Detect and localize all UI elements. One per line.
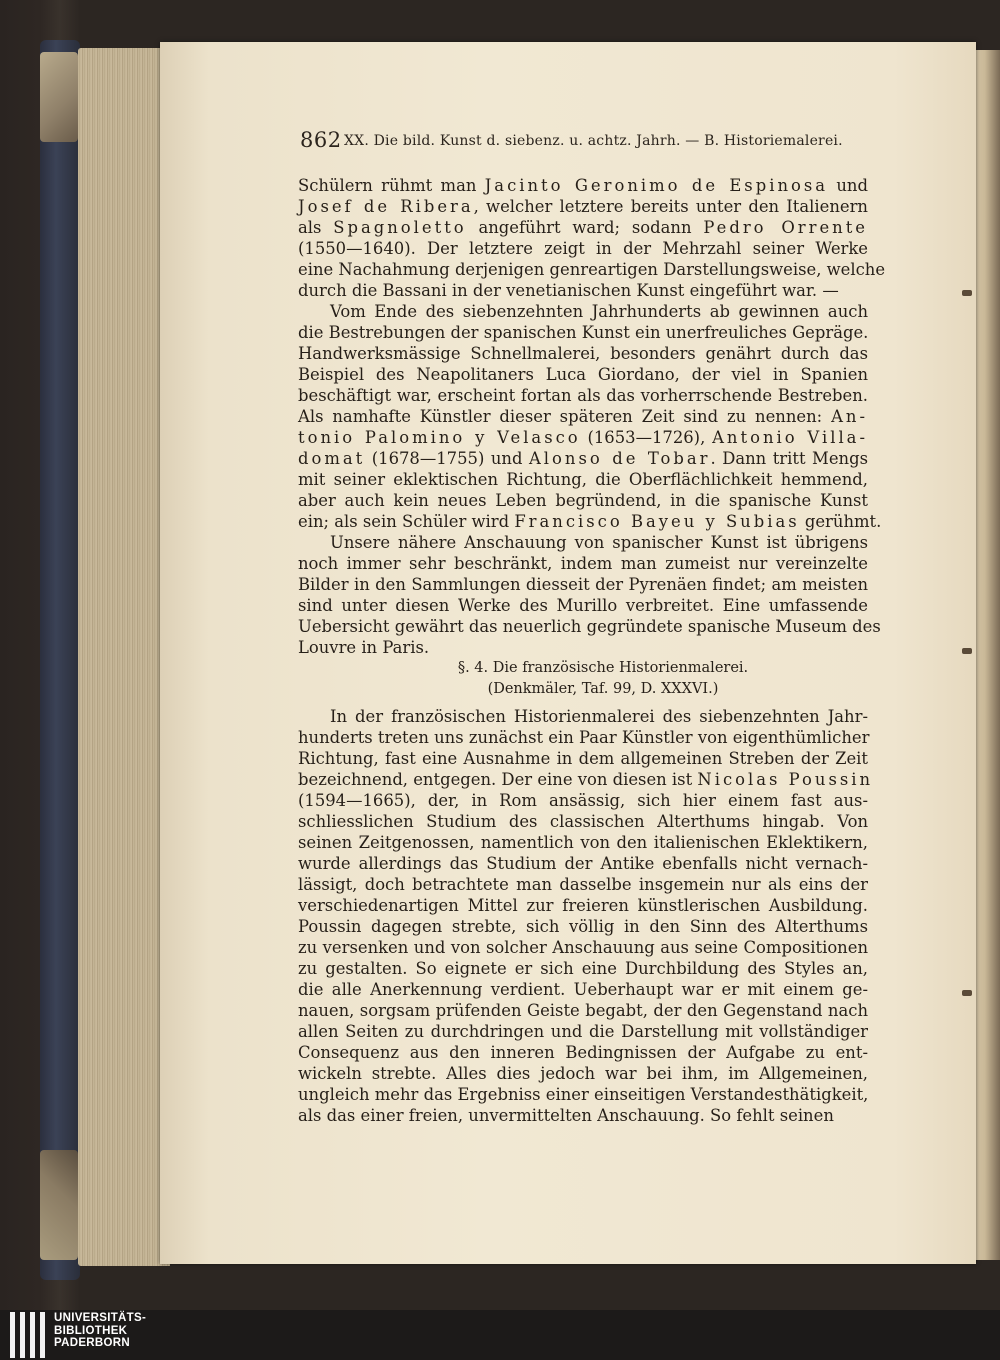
spaced-name: Jacinto Geronimo de Espinosa	[484, 176, 829, 195]
text-line	[298, 490, 868, 511]
text-line	[298, 748, 868, 769]
text-segment: Handwerksmässige Schnellmalerei, besonders genährt durch das	[298, 344, 868, 363]
text-segment: ungleich mehr das Ergebniss einer einseitigen Verstandesthätigkeit,	[298, 1085, 869, 1104]
text-line	[298, 343, 868, 364]
text-segment: wurde allerdings das Studium der Antike ebenfalls nicht vernach-	[298, 854, 868, 873]
text-segment: lässigt, doch betrachtete man dasselbe insgemein nur als eins der	[298, 875, 868, 894]
text-line	[298, 427, 868, 448]
text-line	[298, 874, 868, 895]
text-line	[298, 385, 868, 406]
text-segment: (1550—1640). Der letztere zeigt in der Mehrzahl seiner Werke	[298, 239, 868, 258]
text-segment: die Bestrebungen der spanischen Kunst ein unerfreuliches Gepräge.	[298, 323, 869, 342]
text-segment: die alle Anerkennung verdient. Ueberhaupt war er mit einem ge-	[298, 980, 868, 999]
text-segment: nauen, sorgsam prüfenden Geiste begabt, der den Gegenstand nach	[298, 1001, 868, 1020]
section-title: §. 4. Die französische Historienmalerei.	[457, 660, 749, 676]
spaced-name: Spagnoletto	[333, 218, 467, 237]
library-name-line: BIBLIOTHEK	[54, 1324, 128, 1337]
text-segment: Unsere nähere Anschauung von spanischer Kunst ist übrigens	[330, 533, 868, 552]
text-line	[298, 811, 868, 832]
text-segment: Consequenz aus den inneren Bedingnissen der Aufgabe zu ent-	[298, 1043, 868, 1062]
text-segment: . Dann tritt Mengs	[710, 449, 868, 468]
text-line	[298, 175, 868, 196]
library-name-line: UNIVERSITÄTS-	[54, 1312, 147, 1324]
page-tab-mark	[962, 990, 972, 996]
text-segment: und	[828, 176, 868, 195]
text-line	[298, 958, 868, 979]
text-segment: angeführt ward; sodann	[466, 218, 704, 237]
text-line	[298, 1000, 868, 1021]
text-line	[298, 1021, 868, 1042]
spaced-name: domat	[298, 449, 366, 468]
spaced-name: tonio Palomino y Velasco	[298, 428, 581, 447]
text-segment: beschäftigt war, erscheint fortan als das vorherrschende Bestreben.	[298, 386, 868, 405]
text-segment: Uebersicht gewährt das neuerlich gegründete spanische Museum des	[298, 617, 881, 636]
text-segment: aber auch kein neues Leben begründend, in die spanische Kunst	[298, 491, 868, 510]
text-line	[298, 832, 868, 853]
text-segment: Bilder in den Sammlungen diesseit der Pyrenäen findet; am meisten	[298, 575, 868, 594]
text-segment: Als namhafte Künstler dieser späteren Zeit sind zu nennen:	[298, 407, 832, 426]
library-name-line: PADERBORN	[54, 1337, 130, 1349]
text-segment: als das einer freien, unvermittelten Anschauung. So fehlt seinen	[298, 1106, 834, 1125]
footer-bar	[0, 1310, 1000, 1360]
text-line	[298, 637, 868, 658]
text-segment: bezeichnend, entgegen. Der eine von diesen ist	[298, 770, 698, 789]
text-line	[298, 595, 868, 616]
text-segment: seinen Zeitgenossen, namentlich von den italienischen Eklektikern,	[298, 833, 868, 852]
page-header	[300, 128, 843, 154]
spaced-name: An-	[831, 407, 868, 426]
text-line	[298, 979, 868, 1000]
body-text	[298, 175, 886, 1126]
spaced-name: Nicolas Poussin	[697, 770, 874, 789]
text-segment: Schülern rühmt man	[298, 176, 485, 195]
text-line	[298, 616, 881, 637]
running-head: XX. Die bild. Kunst d. siebenz. u. achtz. Jahrh. — B. Historiemalerei.	[344, 133, 843, 149]
text-segment: Louvre in Paris.	[298, 638, 430, 657]
text-line	[298, 574, 868, 595]
text-segment: allen Seiten zu durchdringen und die Darstellung mit vollständiger	[298, 1022, 868, 1041]
text-segment: durch die Bassani in der venetianischen Kunst eingeführt war. —	[298, 281, 839, 300]
text-line	[298, 406, 868, 427]
text-line	[298, 937, 868, 958]
text-line	[298, 532, 868, 553]
text-line	[298, 790, 868, 811]
text-segment: Richtung, fast eine Ausnahme in dem allgemeinen Streben der Zeit	[298, 749, 868, 768]
text-line	[298, 916, 868, 937]
text-line	[298, 196, 868, 217]
text-segment: sind unter diesen Werke des Murillo verbreitet. Eine umfassende	[298, 596, 868, 615]
text-segment: , welcher letztere bereits unter den Italienern	[473, 197, 868, 216]
text-segment: schliesslichen Studium des classischen Alterthums hingab. Von	[298, 812, 868, 831]
text-segment: wickeln strebte. Alles dies jedoch war bei ihm, im Allgemeinen,	[298, 1064, 868, 1083]
cover-corner-top	[40, 52, 78, 142]
text-line	[298, 553, 868, 574]
section-reference: (Denkmäler, Taf. 99, D. XXXVI.)	[487, 681, 719, 697]
text-line	[298, 769, 874, 790]
text-segment: Poussin dagegen strebte, sich völlig in den Sinn des Alterthums	[298, 917, 868, 936]
text-line	[298, 259, 886, 280]
spaced-name: Alonso de Tobar	[528, 449, 711, 468]
text-line	[298, 448, 868, 469]
spaced-name: Josef de Ribera	[298, 197, 474, 216]
text-segment: als	[298, 218, 334, 237]
page-tab-mark	[962, 648, 972, 654]
text-segment: zu versenken und von solcher Anschauung aus seine Compositionen	[298, 938, 868, 957]
text-line	[298, 1063, 868, 1084]
text-line	[298, 322, 868, 343]
text-line	[298, 853, 868, 874]
text-segment: verschiedenartigen Mittel zur freieren künstlerischen Ausbildung.	[298, 896, 868, 915]
text-segment: Vom Ende des siebenzehnten Jahrhunderts ab gewinnen auch	[330, 302, 868, 321]
text-line	[298, 1105, 868, 1126]
text-line	[298, 301, 868, 322]
text-segment: (1678—1755) und	[365, 449, 529, 468]
page-edges	[78, 48, 170, 1266]
text-segment: hunderts treten uns zunächst ein Paar Künstler von eigenthümlicher	[298, 728, 870, 747]
text-segment: Beispiel des Neapolitaners Luca Giordano, der viel in Spanien	[298, 365, 868, 384]
text-segment: mit seiner eklektischen Richtung, die Oberflächlichkeit hemmend,	[298, 470, 868, 489]
text-segment: In der französischen Historienmalerei des siebenzehnten Jahr-	[330, 707, 868, 726]
text-line	[298, 727, 868, 748]
library-name	[54, 1312, 146, 1350]
text-line	[298, 895, 868, 916]
spaced-name: Francisco Bayeu y Subias	[514, 512, 800, 531]
text-segment: ein; als sein Schüler wird	[298, 512, 515, 531]
spaced-name: Antonio Villa-	[712, 428, 868, 447]
page-number: 862	[300, 128, 342, 152]
text-segment: zu gestalten. So eignete er sich eine Durchbildung des Styles an,	[298, 959, 868, 978]
text-line	[298, 364, 868, 385]
cover-corner-bottom	[40, 1150, 78, 1260]
text-line	[298, 1084, 868, 1105]
library-logo-icon	[8, 1312, 52, 1358]
text-line	[298, 280, 868, 301]
text-segment: gerühmt.	[799, 512, 882, 531]
text-line	[298, 217, 868, 238]
text-segment: eine Nachahmung derjenigen genreartigen Darstellungsweise, welche	[298, 260, 886, 279]
text-line	[298, 511, 882, 532]
page-tab-mark	[962, 290, 972, 296]
spaced-name: Pedro Orrente	[703, 218, 868, 237]
text-line	[298, 238, 868, 259]
text-line	[298, 706, 868, 727]
text-segment: (1594—1665), der, in Rom ansässig, sich hier einem fast aus-	[298, 791, 868, 810]
text-line	[298, 469, 868, 490]
text-line	[298, 1042, 868, 1063]
text-segment: noch immer sehr beschränkt, indem man zumeist nur vereinzelte	[298, 554, 868, 573]
text-segment: (1653—1726),	[580, 428, 713, 447]
book-cover-spine	[40, 40, 80, 1280]
